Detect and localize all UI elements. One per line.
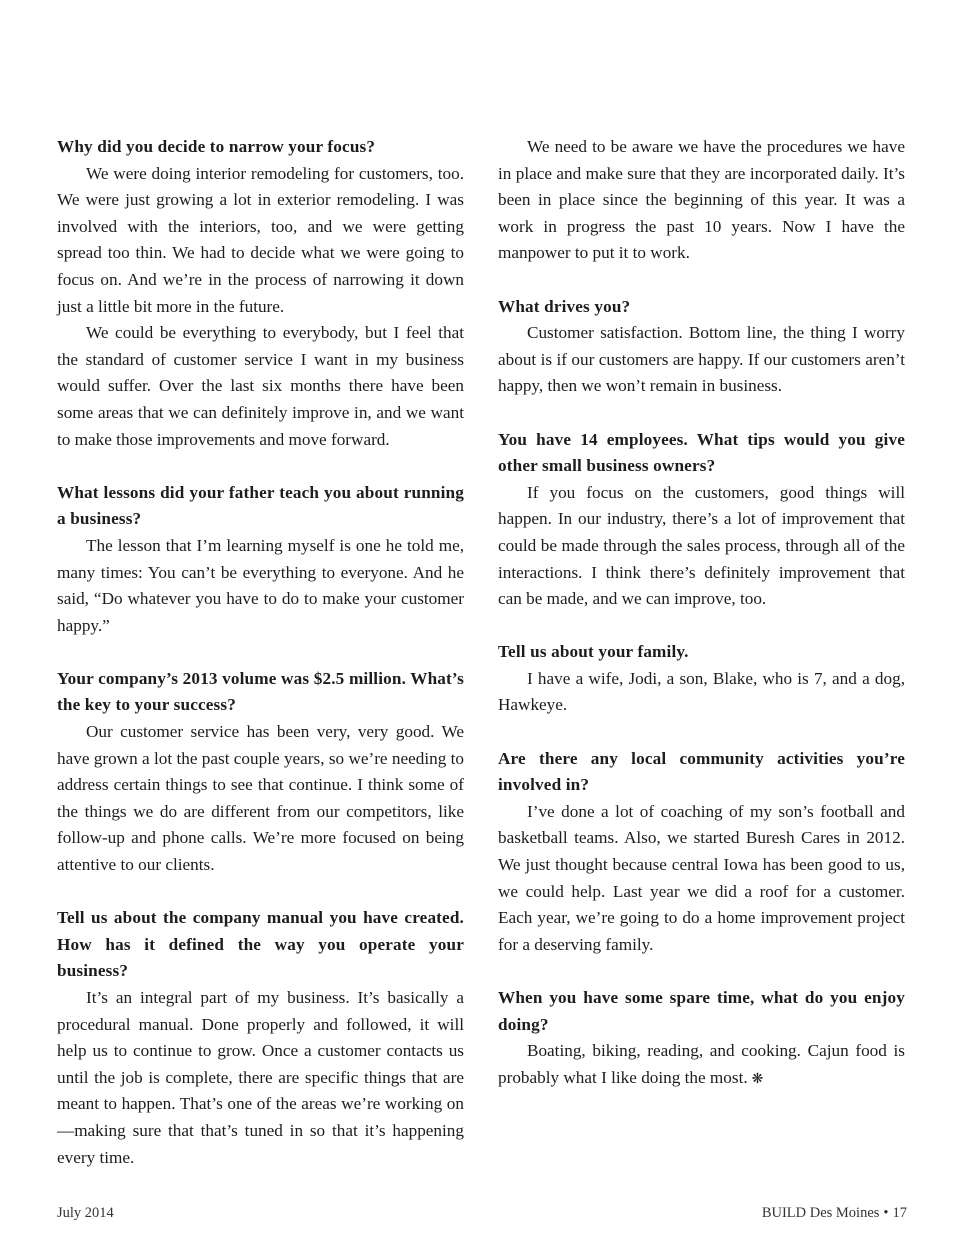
left-column [57, 134, 464, 1171]
answer-paragraph: We were doing interior remodeling for customers, too. We were just growing a lot in exterior remodeling. I was involved with the interiors, too, and we were getting spread too thin. We had to decide what we were going to focus on. And we’re in the process of narrowing it down just a little bit more in the future. [57, 163, 464, 316]
answer-paragraph: Customer satisfaction. Bottom line, the thing I worry about is if our customers are happy. If our customers aren’t happy, then we won’t remain in business. [498, 323, 905, 396]
answer [498, 1038, 905, 1093]
question-heading: When you have some spare time, what do you enjoy doing? [498, 988, 905, 1034]
answer-paragraph: We need to be aware we have the procedures we have in place and make sure that they are incorporated daily. It’s been in place since the beginning of this year. It was a work in progress the past 10 years. Now I have the manpower to put it to work. [498, 137, 905, 263]
right-column [498, 134, 905, 1093]
question-heading: Your company’s 2013 volume was $2.5 million. What’s the key to your success? [57, 668, 464, 715]
question-heading: What lessons did your father teach you about running a business? [57, 482, 464, 529]
answer [57, 533, 464, 639]
answer [498, 134, 905, 267]
qa-block [57, 666, 464, 879]
question-heading: What drives you? [498, 296, 631, 316]
end-mark-icon: ❋ [751, 1071, 764, 1087]
question-heading: Tell us about your family. [498, 642, 689, 662]
qa-block [498, 746, 905, 959]
qa-block [57, 905, 464, 1171]
answer-paragraph [498, 1038, 905, 1093]
answer [498, 799, 905, 959]
answer-paragraph: I’ve done a lot of coaching of my son’s football and basketball teams. Also, we started Buresh Cares in 2012. We just thought because central Iowa has been good to us, we could help. Last year we did a roof for a customer. Each year, we’re going to do a home improvement project for a deserving family. [498, 801, 905, 954]
answer [498, 320, 905, 400]
footer-folio [762, 1205, 907, 1222]
answer [57, 719, 464, 879]
answer-paragraph: I have a wife, Jodi, a son, Blake, who is 7, and a dog, Hawkeye. [498, 668, 905, 715]
footer-date: July 2014 [57, 1205, 114, 1221]
bullet-separator-icon: • [883, 1205, 889, 1221]
qa-block [498, 294, 905, 400]
qa-block [57, 134, 464, 453]
answer-paragraph: If you focus on the customers, good things will happen. In our industry, there’s a lot of improvement that could be made through the sales process, through all of the interactions. I think there’s definitely improvement that can be made, and we can improve, too. [498, 482, 905, 609]
answer-paragraph: The lesson that I’m learning myself is one he told me, many times: You can’t be everything to everyone. And he said, “Do whatever you have to do to make your customer happy.” [57, 535, 464, 635]
publication-name: BUILD Des Moines [761, 1205, 880, 1221]
answer [57, 161, 464, 454]
answer [498, 666, 905, 719]
question-heading: Are there any local community activities you’re involved in? [498, 748, 905, 795]
page-number: 17 [892, 1205, 907, 1221]
answer-paragraph: It’s an integral part of my business. It’s basically a procedural manual. Done properly and followed, it will help us to continue to grow. Once a customer contacts us until the job is complete, there are specific things that are meant to happen. That’s one of the areas we’re working on—making sure that that’s tuned in so that it’s happening every time. [57, 988, 464, 1167]
answer-text: Boating, biking, reading, and cooking. Cajun food is probably what I like doing the most. [498, 1041, 905, 1087]
answer-paragraph: We could be everything to everybody, but I feel that the standard of customer service I want in my business would suffer. Over the last six months there have been some areas that we can definitely improve in, and we want to make those improvements and move forward. [57, 323, 464, 449]
continued-answer [498, 134, 905, 267]
answer [498, 480, 905, 613]
answer [57, 985, 464, 1171]
question-heading: Why did you decide to narrow your focus? [57, 137, 376, 156]
qa-block [498, 639, 905, 719]
qa-block [498, 985, 905, 1093]
qa-block [498, 427, 905, 613]
question-heading: Tell us about the company manual you have created. How has it defined the way you operate your business? [57, 908, 464, 981]
question-heading: You have 14 employees. What tips would you give other small business owners? [498, 429, 905, 476]
answer-paragraph: Our customer service has been very, very good. We have grown a lot the past couple years, so we’re needing to address certain things to see that continue. I think some of the things we do are different from our competitors, like follow-up and phone calls. We’re more focused on being attentive to our clients. [57, 722, 464, 875]
qa-block [57, 480, 464, 640]
